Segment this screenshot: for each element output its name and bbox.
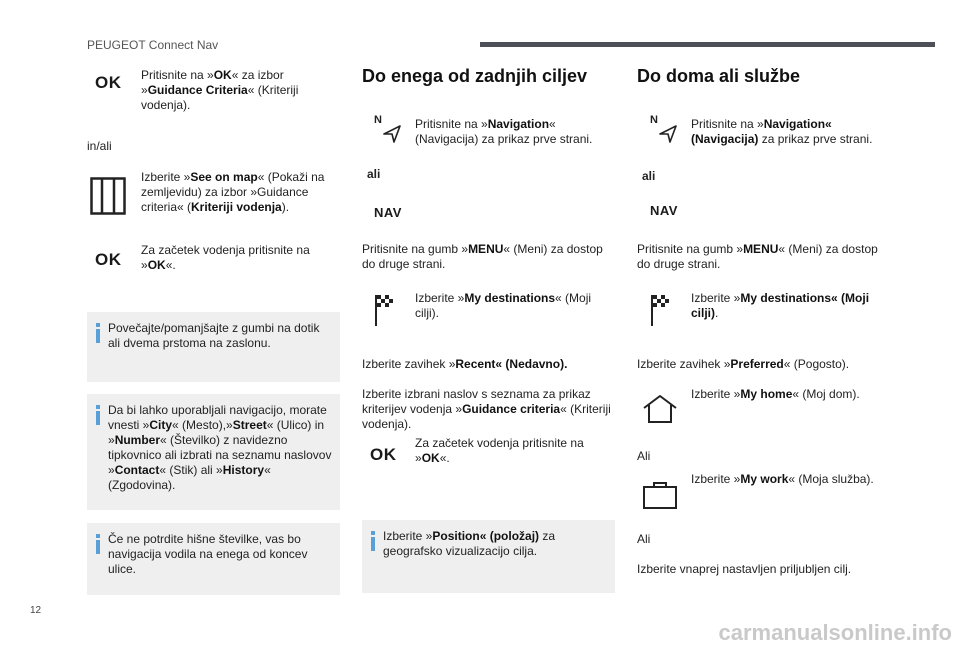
navigation-arrow-icon: [382, 124, 402, 144]
checkered-flag-icon: [650, 293, 672, 327]
info-icon: [96, 534, 100, 554]
paragraph-preset-favourite: Izberite vnaprej nastavljen priljubljen cilj.: [637, 562, 852, 576]
paragraph-press-menu: Pritisnite na gumb »MENU« (Meni) za dostop do druge strani.: [362, 242, 603, 271]
info-icon: [96, 405, 100, 425]
paragraph-select-address: Izberite izbrani naslov s seznama za prikaz kriterijev vodenja »Guidance criteria« (Kriteriji vodenja).: [362, 387, 611, 431]
ok-icon: OK: [370, 445, 397, 464]
paragraph-see-on-map: Izberite »See on map« (Pokaži na zemljevidu) za izbor »Guidance criteria« (Kriteriji vodenja).: [141, 170, 325, 214]
ali-text: ali: [642, 169, 656, 183]
paragraph-start-guidance: Za začetek vodenja pritisnite na »OK«.: [141, 243, 310, 272]
paragraph-preferred-tab: Izberite zavihek »Preferred« (Pogosto).: [637, 357, 850, 371]
ok-icon: OK: [95, 73, 122, 92]
map-icon: [90, 177, 126, 215]
navigation-icon: N: [650, 114, 678, 144]
note-house-number: Če ne potrdite hišne številke, vas bo navigacija vodila na enega od koncev ulice.: [87, 523, 340, 595]
paragraph-my-destinations: Izberite »My destinations« (Moji cilji).: [415, 291, 592, 320]
nav-button-label: NAV: [374, 205, 402, 220]
navigation-icon: N: [374, 114, 402, 144]
paragraph-my-home: Izberite »My home« (Moj dom).: [691, 387, 860, 401]
note-zoom: Povečajte/pomanjšajte z gumbi na dotik ali dvema prstoma na zaslonu.: [87, 312, 340, 382]
paragraph-my-destinations: Izberite »My destinations« (Moji cilji).: [691, 291, 870, 320]
paragraph-recent-tab: Izberite zavihek »Recent« (Nedavno).: [362, 357, 568, 371]
briefcase-icon: [642, 480, 678, 510]
checkered-flag-icon: [374, 293, 396, 327]
note-address-entry: Da bi lahko uporabljali navigacijo, morate vnesti »City« (Mesto),»Street« (Ulico) in »Number« (Številko) z navidezno tipkovnico ali izbrati na seznamu naslovov »Contact« (Stik) ali »History« (Zgodovina).: [87, 394, 340, 510]
ali-text: Ali: [637, 532, 651, 546]
paragraph-press-menu: Pritisnite na gumb »MENU« (Meni) za dostop do druge strani.: [637, 242, 878, 271]
navigation-arrow-icon: [658, 124, 678, 144]
paragraph-ok-guidance: Pritisnite na »OK« za izbor »Guidance Criteria« (Kriteriji vodenja).: [141, 68, 299, 112]
ali-text: Ali: [637, 449, 651, 463]
home-icon: [642, 394, 678, 424]
watermark: carmanualsonline.info: [718, 620, 952, 645]
or-text: in/ali: [87, 139, 112, 153]
header-bar: [480, 42, 935, 47]
info-icon: [371, 531, 375, 551]
ok-icon: OK: [95, 250, 122, 269]
section-title-recent: Do enega od zadnjih ciljev: [362, 66, 588, 86]
section-title-home-work: Do doma ali službe: [637, 66, 801, 86]
header-title: PEUGEOT Connect Nav: [87, 38, 219, 52]
paragraph-press-navigation: Pritisnite na »Navigation« (Navigacija) za prikaz prve strani.: [691, 117, 873, 146]
note-position: Izberite »Position« (položaj) za geografsko vizualizacijo cilja.: [362, 520, 615, 593]
ali-text: ali: [367, 167, 381, 181]
paragraph-start-guidance: Za začetek vodenja pritisnite na »OK«.: [415, 436, 584, 465]
info-icon: [96, 323, 100, 343]
paragraph-press-navigation: Pritisnite na »Navigation« (Navigacija) za prikaz prve strani.: [415, 117, 593, 146]
nav-button-label: NAV: [650, 203, 678, 218]
page-number: 12: [30, 605, 42, 616]
paragraph-my-work: Izberite »My work« (Moja služba).: [691, 472, 874, 486]
